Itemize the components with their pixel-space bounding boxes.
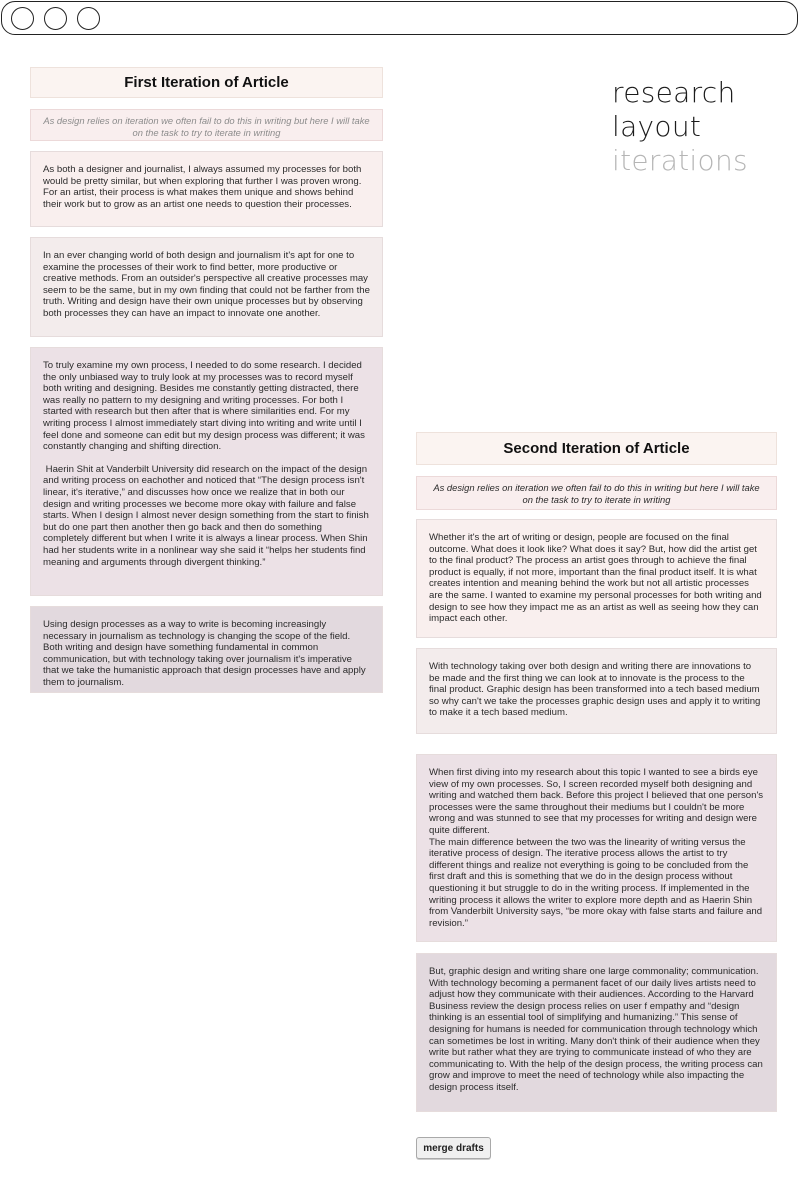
paragraph-text: Haerin Shit at Vanderbilt University did research on the impact of the design and writing process on eachother and noticed that “The design process isn't linear, it's iterative,” and discusses how once we realize that in both our design and writing processes we become more okay with failure and false starts. When I design I almost never design something from the start to finish but do one part then another then go back and then do something completely different but when I write it is always a linear process. When Shin had her students write in a nonlinear way she said it “helps her students find meaning and arguments through divergent thinking.”: [43, 463, 372, 568]
paragraph-text: But, graphic design and writing share one large commonality; communication. With technology becoming a permanent facet of our daily lives artists need to adjust how they communicate with their audiences. According to the Harvard Business review the design process relies on user f empathy and “design thinking is an essential tool of simplifying and humanizing.” This sense of designing for humans is needed for communication through technology which can sometimes be lost in writing. Many don't think of their audience when they write but rather what they are trying to communicate instead of who they are communicating to. With the help of the design process, the writing process can grow and improve to meet the need of technology while also impacting the design process itself.: [429, 966, 766, 1093]
second-paragraph-3[interactable]: [416, 754, 777, 942]
page-title: [612, 76, 748, 178]
window-control-2-icon[interactable]: [44, 7, 67, 30]
first-iteration-subtitle: As design relies on iteration we often fail to do this in writing but here I will take on the task to try to iterate in writing: [30, 109, 383, 141]
first-paragraph-1[interactable]: [30, 151, 383, 227]
window-title-bar: [1, 1, 798, 35]
first-paragraph-4[interactable]: [30, 606, 383, 693]
first-paragraph-3[interactable]: [30, 347, 383, 596]
window-control-3-icon[interactable]: [77, 7, 100, 30]
paragraph-text: When first diving into my research about this topic I wanted to see a birds eye view of my own processes. So, I screen recorded myself both designing and writing and watched them back. Before this project I believed that one person's processes were the same throughout their mediums but I couldn't be more wrong and was stunned to see that my processes for writing and design were quite different. The main difference between the two was the linearity of writing versus the iterative process of design. The iterative process allows the artist to try different things and realize not everything is going to be concluded from the first draft and this is something that we do in the design process without questioning it but struggle to do in the writing process. If implemented in the writing process it allows the writer to explore more depth and as Haerin Shin from Vanderbilt University says, “be more okay with false starts and failure and revision.”: [429, 767, 764, 929]
page-title-line-2: layout: [612, 110, 702, 143]
second-paragraph-1[interactable]: [416, 519, 777, 638]
second-iteration-subtitle: As design relies on iteration we often fail to do this in writing but here I will take on the task to try to iterate in writing: [416, 476, 777, 510]
paragraph-text: To truly examine my own process, I needed to do some research. I decided the only unbiased way to truly look at my processes was to record myself both writing and designing. Besides me constantly getting distracted, there was really no pattern to my designing and writing processes. For both I started with research but then after that is where similarities end. For my writing process I almost immediately start diving into writing and write until I feel done and someone can edit but my design process was different; it was constantly changing and shifting direction.: [43, 360, 368, 453]
page-title-line-3: iterations: [612, 144, 748, 177]
first-paragraph-2[interactable]: [30, 237, 383, 337]
page-title-line-1: research: [612, 76, 736, 109]
second-paragraph-2[interactable]: [416, 648, 777, 734]
merge-drafts-button[interactable]: merge drafts: [416, 1137, 491, 1159]
window-control-1-icon[interactable]: [11, 7, 34, 30]
paragraph-text: With technology taking over both design and writing there are innovations to be made and the first thing we can look at to innovate is the process to the final product. Graphic design has been transformed into a tech based medium so why can't we take the processes graphic design uses and apply it to writing to make it a tech based medium.: [429, 661, 764, 719]
first-iteration-title: First Iteration of Article: [30, 67, 383, 98]
second-paragraph-4[interactable]: [416, 953, 777, 1112]
paragraph-text: As both a designer and journalist, I always assumed my processes for both would be pretty similar, but when exploring that further I was proven wrong. For an artist, their process is what makes them unique and shows behind their work but to grow as an artist one needs to question their processes.: [43, 164, 365, 210]
paragraph-text: In an ever changing world of both design and journalism it's apt for one to examine the processes of their work to find better, more productive or creative methods. From an outsider's perspective all creative processes may seem to be the same, but in my own finding that could not be farther from the truth. Writing and design have their own unique processes but by observing both processes they can have an impact to innovate one another.: [43, 250, 373, 319]
second-iteration-title: Second Iteration of Article: [416, 432, 777, 465]
paragraph-text: Whether it's the art of writing or design, people are focused on the final outcome. What does it look like? What does it say? But, how did the artist get to the final product? The process an artist goes through to achieve the final product is equally, if not more, important than the final product itself. It is what creates intention and meaning behind the work but not all artistic processes are the same. I wanted to examine my personal processes for both writing and design to see how they impact me as an artist as well as seeing how they can impact each other.: [429, 532, 765, 625]
paragraph-text: Using design processes as a way to write is becoming increasingly necessary in journalism as technology is changing the scope of the field. Both writing and design have something fundamental in common communication, but with technology taking over journalism it's imperative that we take the humanistic approach that design processes have and apply them to journalism.: [43, 619, 369, 688]
